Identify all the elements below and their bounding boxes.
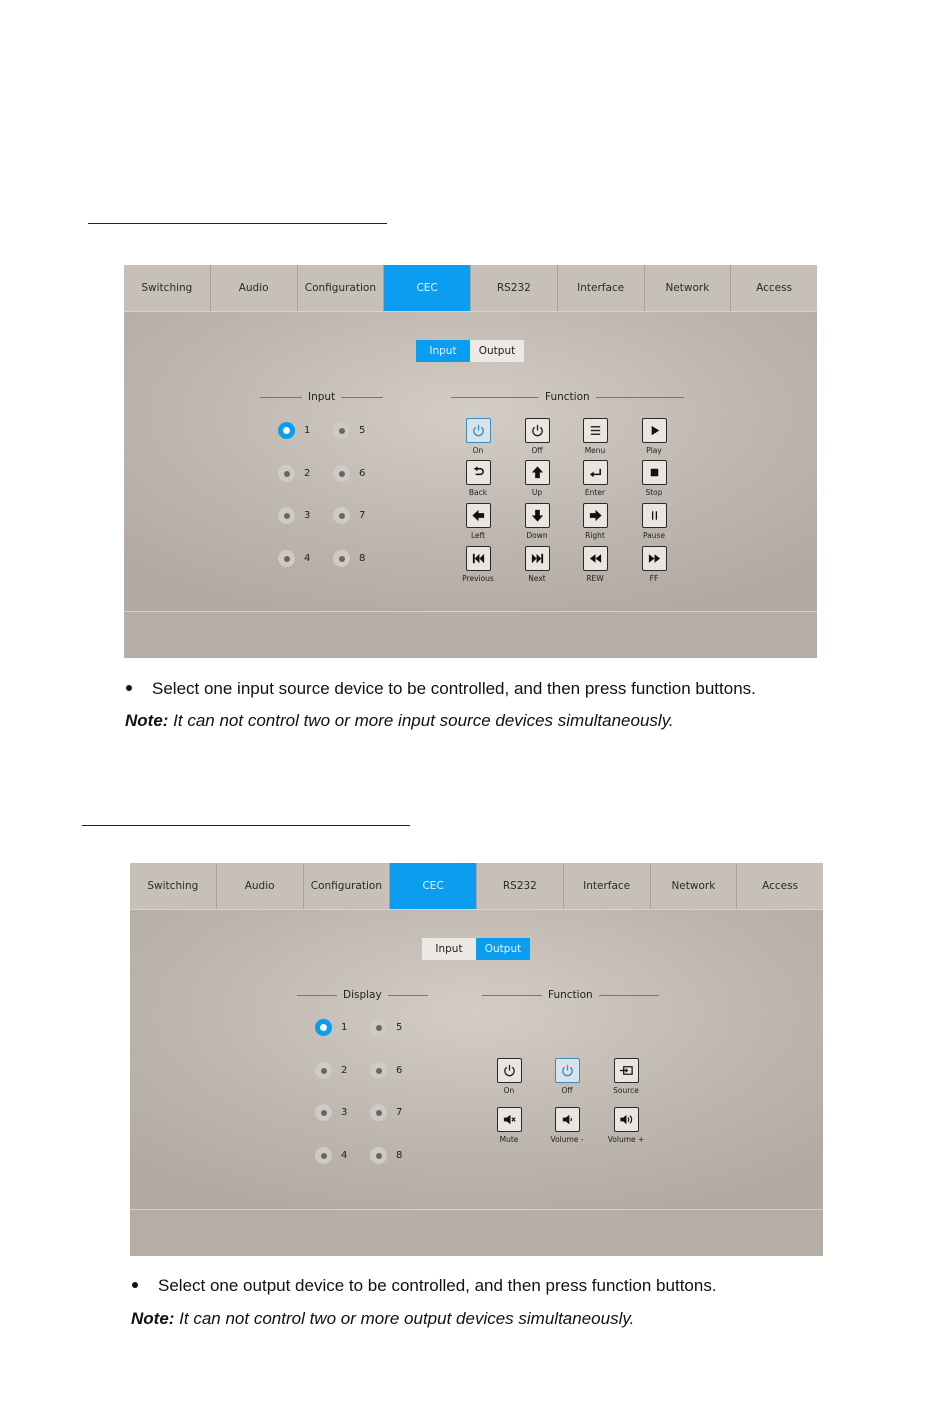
tab-interface[interactable]: Interface [558, 265, 645, 311]
input-radio-5[interactable] [333, 422, 365, 439]
radio-label: 3 [304, 510, 311, 521]
fn-rew-button[interactable] [570, 546, 620, 583]
radio-label: 2 [341, 1065, 348, 1076]
fn-source-button[interactable] [601, 1058, 651, 1095]
fn-right-button[interactable] [570, 503, 620, 540]
fn-label: Off [531, 446, 543, 455]
next-icon [530, 551, 545, 566]
fn-left-button[interactable] [453, 503, 503, 540]
radio-label: 4 [341, 1150, 348, 1161]
display-radio-2[interactable] [315, 1062, 347, 1079]
fn-label: FF [649, 574, 659, 583]
fn-label: REW [586, 574, 604, 583]
input-group-title: Input [260, 391, 383, 403]
fn-ff-button[interactable] [629, 546, 679, 583]
tab-cec[interactable]: CEC [390, 863, 477, 909]
cec-input-panel [124, 265, 817, 658]
cec-output-panel [130, 863, 823, 1256]
bullet-dot [126, 685, 132, 691]
output-toggle-button[interactable]: Output [470, 340, 524, 362]
volume-down-icon [560, 1112, 575, 1127]
display-radio-4[interactable] [315, 1147, 347, 1164]
function-group-title: Function [482, 989, 659, 1001]
input-toggle-button[interactable]: Input [422, 938, 476, 960]
fn-label: Back [468, 488, 488, 497]
tab-network[interactable]: Network [645, 265, 732, 311]
section1-note: Note: It can not control two or more input source devices simultaneously. [125, 711, 674, 730]
mute-icon [502, 1112, 517, 1127]
input-radio-2[interactable] [278, 465, 310, 482]
input-output-toggle [416, 340, 524, 362]
tab-audio[interactable]: Audio [211, 265, 298, 311]
radio-label: 3 [341, 1107, 348, 1118]
input-radio-8[interactable] [333, 550, 365, 567]
fn-label: Enter [584, 488, 606, 497]
input-toggle-button[interactable]: Input [416, 340, 470, 362]
display-group-title: Display [297, 989, 428, 1001]
section1-bullet: Select one input source device to be controlled, and then press function buttons. [126, 679, 756, 699]
input-radio-4[interactable] [278, 550, 310, 567]
fn-next-button[interactable] [512, 546, 562, 583]
enter-icon [588, 465, 603, 480]
input-output-toggle [422, 938, 530, 960]
previous-icon [471, 551, 486, 566]
fn-down-button[interactable] [512, 503, 562, 540]
tab-rs232[interactable]: RS232 [477, 863, 564, 909]
fn-label: Up [531, 488, 543, 497]
volume-up-icon [619, 1112, 634, 1127]
fn-label: Previous [462, 574, 494, 583]
section2-bullet: Select one output device to be controlled, and then press function buttons. [132, 1276, 717, 1296]
tab-audio[interactable]: Audio [217, 863, 304, 909]
radio-label: 2 [304, 468, 311, 479]
radio-label: 8 [359, 553, 366, 564]
input-radio-1[interactable] [278, 422, 310, 439]
arrow-left-icon [471, 508, 486, 523]
input-radio-3[interactable] [278, 507, 310, 524]
tab-switching[interactable]: Switching [130, 863, 217, 909]
tab-configuration[interactable]: Configuration [304, 863, 391, 909]
tab-bar [124, 265, 817, 312]
display-radio-3[interactable] [315, 1104, 347, 1121]
arrow-right-icon [588, 508, 603, 523]
fn-label: Stop [645, 488, 663, 497]
radio-label: 4 [304, 553, 311, 564]
fn-label: Off [561, 1086, 573, 1095]
power-icon [530, 423, 545, 438]
fn-on-button[interactable] [453, 418, 503, 455]
fn-label: Left [470, 531, 486, 540]
radio-label: 1 [341, 1022, 348, 1033]
fn-on-button[interactable] [484, 1058, 534, 1095]
power-icon [502, 1063, 517, 1078]
radio-label: 7 [359, 510, 366, 521]
tab-bar [130, 863, 823, 910]
fn-menu-button[interactable] [570, 418, 620, 455]
tab-configuration[interactable]: Configuration [298, 265, 385, 311]
tab-cec[interactable]: CEC [384, 265, 471, 311]
fn-label: Source [613, 1086, 639, 1095]
function-group-title: Function [451, 391, 684, 403]
fn-volume-down-button[interactable] [542, 1107, 592, 1144]
fn-label: Menu [584, 446, 606, 455]
display-radio-1[interactable] [315, 1019, 347, 1036]
display-radio-8[interactable] [370, 1147, 402, 1164]
bullet-dot [132, 1282, 138, 1288]
radio-label: 1 [304, 425, 311, 436]
output-toggle-button[interactable]: Output [476, 938, 530, 960]
fn-enter-button[interactable] [570, 460, 620, 497]
section2-note: Note: It can not control two or more output devices simultaneously. [131, 1309, 635, 1328]
radio-label: 6 [359, 468, 366, 479]
fn-stop-button[interactable] [629, 460, 679, 497]
fn-volume-up-button[interactable] [601, 1107, 651, 1144]
tab-network[interactable]: Network [651, 863, 738, 909]
display-radio-5[interactable] [370, 1019, 402, 1036]
fn-back-button[interactable] [453, 460, 503, 497]
pause-icon [647, 508, 662, 523]
input-radio-6[interactable] [333, 465, 365, 482]
arrow-down-icon [530, 508, 545, 523]
display-radio-7[interactable] [370, 1104, 402, 1121]
radio-label: 5 [359, 425, 366, 436]
fn-label: Down [526, 531, 548, 540]
fast-forward-icon [647, 551, 662, 566]
fn-label: On [472, 446, 484, 455]
panel-footer [124, 611, 817, 658]
fn-label: Volume + [607, 1135, 645, 1144]
fn-label: Volume - [550, 1135, 584, 1144]
fn-off-button[interactable] [542, 1058, 592, 1095]
arrow-up-icon [530, 465, 545, 480]
tab-rs232[interactable]: RS232 [471, 265, 558, 311]
fn-play-button[interactable] [629, 418, 679, 455]
section1-heading-rule [88, 223, 387, 224]
tab-switching[interactable]: Switching [124, 265, 211, 311]
panel-footer [130, 1209, 823, 1256]
fn-label: Mute [499, 1135, 519, 1144]
menu-icon [588, 423, 603, 438]
fn-pause-button[interactable] [629, 503, 679, 540]
fn-off-button[interactable] [512, 418, 562, 455]
power-icon [471, 423, 486, 438]
radio-label: 7 [396, 1107, 403, 1118]
rewind-icon [588, 551, 603, 566]
fn-up-button[interactable] [512, 460, 562, 497]
fn-label: Right [585, 531, 605, 540]
fn-previous-button[interactable] [453, 546, 503, 583]
radio-label: 5 [396, 1022, 403, 1033]
tab-interface[interactable]: Interface [564, 863, 651, 909]
tab-access[interactable]: Access [756, 282, 793, 294]
input-radio-7[interactable] [333, 507, 365, 524]
source-icon [619, 1063, 634, 1078]
fn-label: Pause [642, 531, 666, 540]
fn-label: Play [646, 446, 662, 455]
fn-label: Next [528, 574, 546, 583]
back-icon [471, 465, 486, 480]
display-radio-6[interactable] [370, 1062, 402, 1079]
stop-icon [647, 465, 662, 480]
radio-label: 6 [396, 1065, 403, 1076]
tab-access[interactable]: Access [762, 880, 799, 892]
fn-label: On [503, 1086, 515, 1095]
fn-mute-button[interactable] [484, 1107, 534, 1144]
section2-heading-rule [82, 825, 410, 826]
play-icon [647, 423, 662, 438]
power-icon [560, 1063, 575, 1078]
radio-label: 8 [396, 1150, 403, 1161]
